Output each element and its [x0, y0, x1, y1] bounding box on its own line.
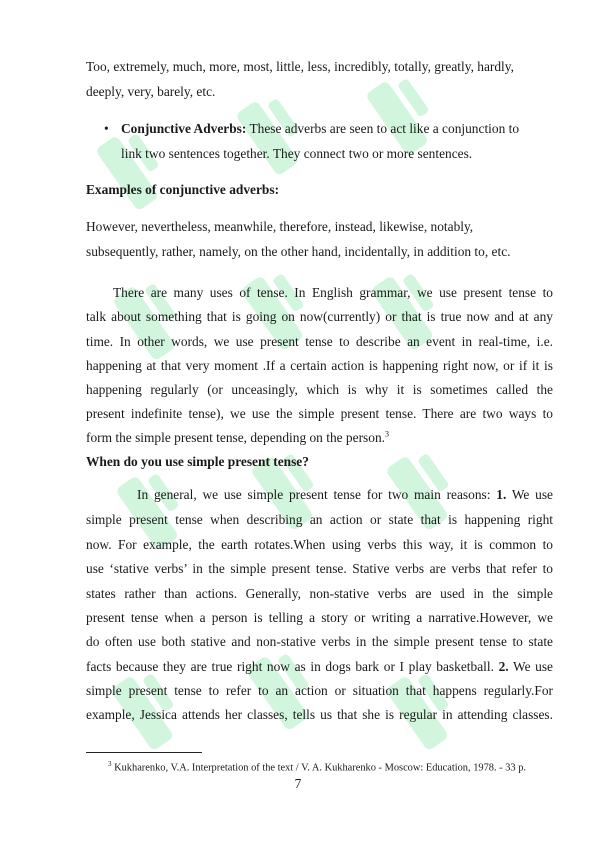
- question-heading: When do you use simple present tense?: [86, 454, 309, 469]
- bullet-line-1: [121, 121, 519, 137]
- examples-line-2: subsequently, rather, namely, on the other hand, incidentally, in addition to, etc.: [86, 244, 511, 259]
- reasons-line-1-text: In general, we use simple present tense for two main reasons:: [137, 487, 491, 502]
- reasons-number-1: 1.: [496, 487, 507, 502]
- reasons-line-7: do often use both stative and non-stative verbs in the simple present tense to state: [86, 634, 553, 649]
- tense-para-line-7-text: form the simple present tense, depending on the person.: [86, 430, 385, 445]
- reasons-line-8-tail: We use: [513, 659, 553, 674]
- footnote-text: Kukharenko, V.A. Interpretation of the text / V. A. Kukharenko - Moscow: Education, 1978. - 33 p.: [114, 762, 527, 774]
- reasons-line-6: present tense when a person is telling a story or writing a narrative.However, we: [86, 610, 553, 625]
- reasons-line-4: use ‘stative verbs’ in the simple present tense. Stative verbs are verbs that refer to: [86, 561, 553, 576]
- reasons-line-8-text: facts because they are true right now as in dogs bark or I play basketball.: [86, 659, 494, 674]
- tense-para-line-3: time. In other words, we use present tense to describe an event in real-time, i.e.: [86, 334, 553, 349]
- adverb-list-line-2: deeply, very, barely, etc.: [86, 84, 216, 99]
- examples-line-1: However, nevertheless, meanwhile, therefore, instead, likewise, notably,: [86, 219, 474, 234]
- adverb-list-line-1: Too, extremely, much, more, most, little, less, incredibly, totally, greatly, hardly,: [86, 59, 514, 74]
- footnote-separator: [86, 752, 202, 753]
- bullet-text-1: These adverbs are seen to act like a conjunction to: [249, 121, 520, 136]
- tense-para-line-5: happening regularly (or unceasingly, which is why it is sometimes called the: [86, 382, 553, 397]
- tense-para-line-1: There are many uses of tense. In English grammar, we use present tense to: [113, 285, 553, 300]
- tense-para-line-4: happening at that very moment .If a certain action is happening right now, or if it is: [86, 358, 553, 373]
- examples-heading: Examples of conjunctive adverbs:: [86, 182, 280, 197]
- tense-para-line-6: present indefinite tense), we use the simple present tense. There are two ways to: [86, 406, 553, 421]
- reasons-line-5: states rather than actions. Generally, non-stative verbs are used in the simple: [86, 586, 553, 601]
- reasons-line-1-tail: We use: [511, 487, 553, 502]
- bullet-marker: •: [104, 121, 109, 136]
- bullet-line-2: link two sentences together. They connect two or more sentences.: [121, 146, 473, 161]
- reasons-number-2: 2.: [498, 659, 509, 674]
- tense-para-line-2: talk about something that is going on now(currently) or that is true now and at any: [86, 309, 553, 324]
- bullet-term: Conjunctive Adverbs:: [121, 121, 247, 136]
- reasons-line-2: simple present tense when describing an action or state that is happening right: [86, 512, 553, 527]
- reasons-line-9: simple present tense to refer to an action or situation that happens regularly.For: [86, 683, 553, 698]
- footnote-number: 3: [108, 760, 112, 768]
- reasons-line-3: now. For example, the earth rotates.When using verbs this way, it is common to: [86, 537, 553, 552]
- footnote: [108, 760, 526, 773]
- reasons-line-8: [86, 659, 553, 675]
- reasons-line-10: example, Jessica attends her classes, tells us that she is regular in attending classes.: [86, 707, 553, 722]
- reasons-line-1: [137, 487, 553, 503]
- footnote-reference: 3: [384, 429, 389, 439]
- tense-para-line-7: [86, 430, 389, 446]
- page-number: 7: [294, 776, 302, 791]
